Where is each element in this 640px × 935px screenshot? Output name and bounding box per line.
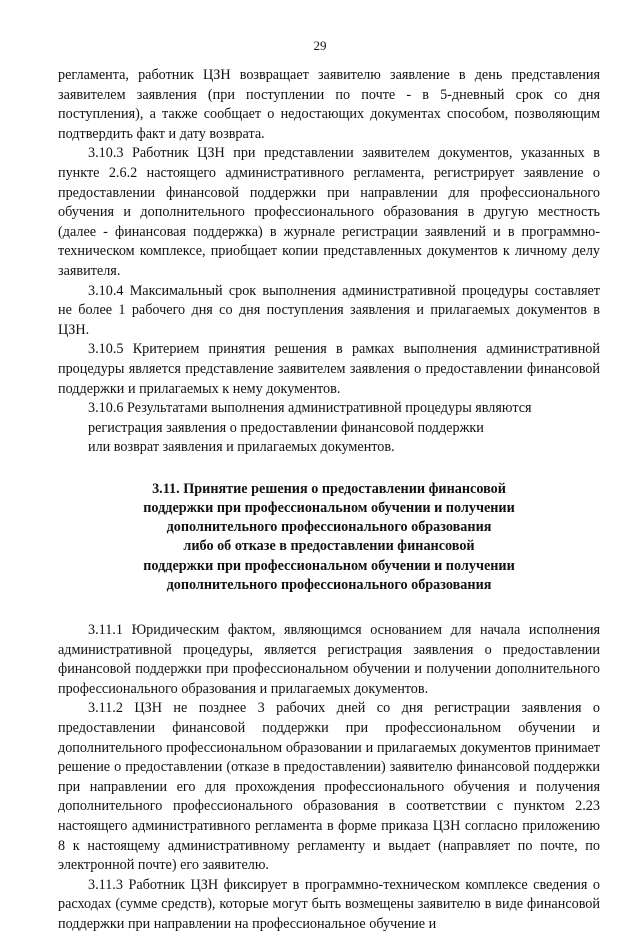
heading-line: либо об отказе в предоставлении финансовой xyxy=(183,538,475,555)
paragraph-3-10-3: 3.10.3 Работник ЦЗН при представлении заявителем документов, указанных в пункте 2.6.2 настоящего административного регламента, регистрирует заявление о предоставлении финансовой поддержки при направлении для профессионального обучения и дополнительного профессионального образования в другую местность (далее - финансовая поддержка) в журнале регистрации заявлений и в программно-техническом комплексе, приобщает копии представленных документов к личному делу заявителя. xyxy=(58,145,600,279)
section-heading-3-11 xyxy=(114,480,544,595)
heading-line: 3.11. Принятие решения о предоставлении финансовой xyxy=(152,480,506,497)
document-body xyxy=(58,66,600,935)
paragraph-continuation: регламента, работник ЦЗН возвращает заявителю заявление в день представления заявителем заявления (при поступлении по почте - в 5-дневный срок со дня поступления), а также сообщает о недостающих документах способом, позволяющим подтвердить факт и дату возврата. xyxy=(58,67,600,142)
paragraph-3-10-6-line: 3.10.6 Результатами выполнения административной процедуры являются xyxy=(88,400,532,417)
heading-line: поддержки при профессиональном обучении и получении xyxy=(143,557,515,574)
heading-line: поддержки при профессиональном обучении и получении xyxy=(143,500,515,517)
paragraph-3-10-6-line: регистрация заявления о предоставлении финансовой поддержки xyxy=(88,419,484,436)
paragraph-3-10-6 xyxy=(58,399,600,458)
page-number: 29 xyxy=(313,38,327,53)
paragraph-3-11-1: 3.11.1 Юридическим фактом, являющимся основанием для начала исполнения административной процедуры, является регистрация заявления о предоставлении финансовой поддержки при профессиональном обучении и получении дополнительного профессионального образования и прилагаемых документов. xyxy=(58,622,600,697)
heading-line: дополнительного профессионального образования xyxy=(166,519,492,536)
paragraph-3-10-5: 3.10.5 Критерием принятия решения в рамках выполнения административной процедуры является представление заявителем заявления о предоставлении финансовой поддержки и прилагаемых к нему документов. xyxy=(58,341,600,397)
paragraph-3-11-3: 3.11.3 Работник ЦЗН фиксирует в программно-техническом комплексе сведения о расходах (сумме средств), которые могут быть возмещены заявителю в виде финансовой поддержки при направлении на профессиональное обучение и xyxy=(58,876,600,932)
heading-line: дополнительного профессионального образования xyxy=(166,576,492,593)
paragraph-3-11-2: 3.11.2 ЦЗН не позднее 3 рабочих дней со дня регистрации заявления о предоставлении финансовой поддержки при профессиональном обучении и дополнительного профессиональном образовании и прилагаемых документов принимает решение о предоставлении (отказе в предоставлении) заявителю финансовой поддержки при направлении его для прохождения профессионального обучения и получения дополнительного профессионального образования в соответствии с пунктом 2.23 настоящего административного регламента в форме приказа ЦЗН согласно приложению 8 к настоящему административному регламенту и выдает (направляет по почте, по электронной почте) его заявителю. xyxy=(58,700,600,874)
paragraph-3-10-4: 3.10.4 Максимальный срок выполнения административной процедуры составляет не более 1 рабочего дня со дня поступления заявления и прилагаемых документов в ЦЗН. xyxy=(58,282,600,338)
paragraph-3-10-6-line: или возврат заявления и прилагаемых документов. xyxy=(88,439,395,456)
